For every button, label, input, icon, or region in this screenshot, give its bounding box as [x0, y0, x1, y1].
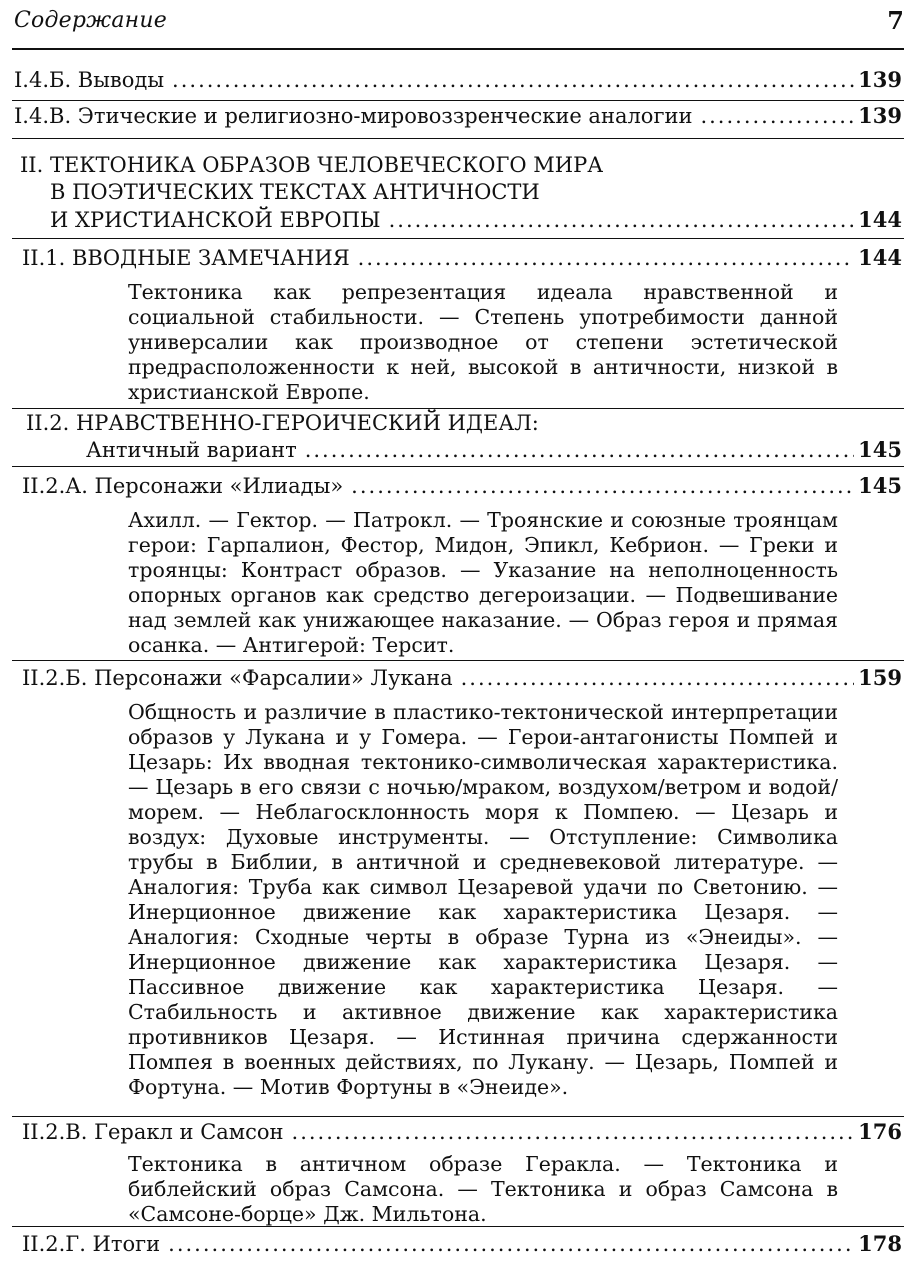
toc-entry-page: 144 [858, 245, 902, 270]
toc-entry-page: 139 [858, 103, 902, 128]
toc-entry-ii2b-description [128, 700, 838, 1100]
description-text: Ахилл. — Гектор. — Патрокл. — Троянские и союзные троянцам герои: Гарпалион, Фестор, Мидон, Эпикл, Кебрион. — Греки и троянцы: Контраст образов. — Указание на неполноценность опорных органов как средство дегероизации. — Подвешивание над землей как унижающее наказание. — Образ героя и прямая осанка. — Антигерой: Терсит. [128, 508, 838, 657]
toc-entry-ii2a[interactable] [22, 472, 902, 500]
toc-entry-label: I.4.В. Этические и религиозно-мировоззренческие аналогии [14, 104, 693, 128]
dot-leader [700, 103, 854, 130]
toc-entry-page: 139 [858, 67, 902, 92]
toc-entry-label: И ХРИСТИАНСКОЙ ЕВРОПЫ [50, 208, 381, 232]
toc-entry-page: 178 [858, 1231, 902, 1256]
dot-leader [389, 207, 855, 234]
entry-divider [12, 138, 904, 139]
entry-divider [12, 466, 904, 467]
dot-leader [168, 1231, 854, 1258]
toc-entry-ii2b[interactable] [22, 664, 902, 692]
toc-section-ii2-line1: II.2. НРАВСТВЕННО-ГЕРОИЧЕСКИЙ ИДЕАЛ: [26, 411, 539, 435]
toc-entry-label: II.2.А. Персонажи «Илиады» [22, 474, 344, 498]
description-text: Тектоника как репрезентация идеала нравственной и социальной стабильности. — Степень употребимости данной универсалии как производное от степени эстетической предрасположенности к ней, высокой в античности, низкой в христианской Европе. [128, 280, 838, 404]
toc-entry-label: I.4.Б. Выводы [14, 68, 165, 92]
toc-entry-ii2a-description [128, 508, 838, 658]
toc-part-ii-line1: II. ТЕКТОНИКА ОБРАЗОВ ЧЕЛОВЕЧЕСКОГО МИРА [20, 153, 604, 177]
dot-leader [305, 437, 854, 464]
toc-entry-i4b[interactable] [14, 66, 902, 94]
toc-entry-label: II.1. ВВОДНЫЕ ЗАМЕЧАНИЯ [22, 246, 350, 270]
dot-leader [358, 245, 855, 272]
dot-leader [172, 67, 854, 94]
entry-divider [12, 238, 904, 239]
toc-entry-label: Античный вариант [86, 438, 297, 462]
toc-entry-ii1-description [128, 280, 838, 405]
dot-leader [351, 473, 854, 500]
toc-entry-page: 145 [858, 437, 902, 462]
entry-divider [12, 1226, 904, 1227]
toc-entry-i4v[interactable] [14, 102, 902, 130]
description-text: Общность и различие в пластико-тектонической интерпретации образов у Лукана и у Гомера. — Герои-антагонисты Помпей и Цезарь: Их вводная тектонико-символическая характеристика. — Цезарь в его связи с ночью/мраком, воздухом/ветром и водой/морем. — Неблагосклонность моря к Помпею. — Цезарь и воздух: Духовые инструменты. — Отступление: Символика трубы в Библии, в античной и средневековой литературе. — Аналогия: Труба как символ Цезаревой удачи по Светонию. — Инерционное движение как характеристика Цезаря. — Аналогия: Сходные черты в образе Турна из «Энеиды». — Инерционное движение как характеристика Цезаря. — Пассивное движение как характеристика Цезаря. — Стабильность и активное движение как характеристика противников Цезаря. — Истинная причина сдержанности Помпея в военных действиях, по Лукану. — Цезарь, Помпей и Фортуна. — Мотив Фортуны в «Энеиде». [128, 700, 838, 1099]
toc-entry-ii2v[interactable] [22, 1118, 902, 1146]
entry-divider [12, 660, 904, 661]
toc-entry-label: II.2.Г. Итоги [22, 1232, 161, 1256]
toc-part-ii-line2: В ПОЭТИЧЕСКИХ ТЕКСТАХ АНТИЧНОСТИ [50, 180, 540, 204]
toc-entry-label: II.2.В. Геракл и Самсон [22, 1120, 284, 1144]
dot-leader [292, 1119, 855, 1146]
toc-entry-label: II.2.Б. Персонажи «Фарсалии» Лукана [22, 666, 453, 690]
toc-entry-ii1[interactable] [22, 244, 902, 272]
header-rule [12, 48, 904, 50]
entry-divider [12, 1116, 904, 1117]
toc-entry-page: 176 [858, 1119, 902, 1144]
page-number: 7 [887, 6, 904, 35]
running-head-title: Содержание [14, 8, 167, 33]
description-text: Тектоника в античном образе Геракла. — Тектоника и библейский образ Самсона. — Тектоника и образ Самсона в «Самсоне-борце» Дж. Мильтона. [128, 1152, 838, 1226]
toc-entry-ii[interactable] [50, 206, 902, 234]
toc-entry-ii2g[interactable] [22, 1230, 902, 1258]
entry-divider [12, 408, 904, 409]
toc-entry-page: 145 [858, 473, 902, 498]
toc-entry-ii2v-description [128, 1152, 838, 1227]
dot-leader [461, 665, 855, 692]
toc-entry-ii2[interactable] [86, 436, 902, 464]
toc-entry-page: 159 [858, 665, 902, 690]
entry-divider [12, 100, 904, 101]
toc-entry-page: 144 [858, 207, 902, 232]
